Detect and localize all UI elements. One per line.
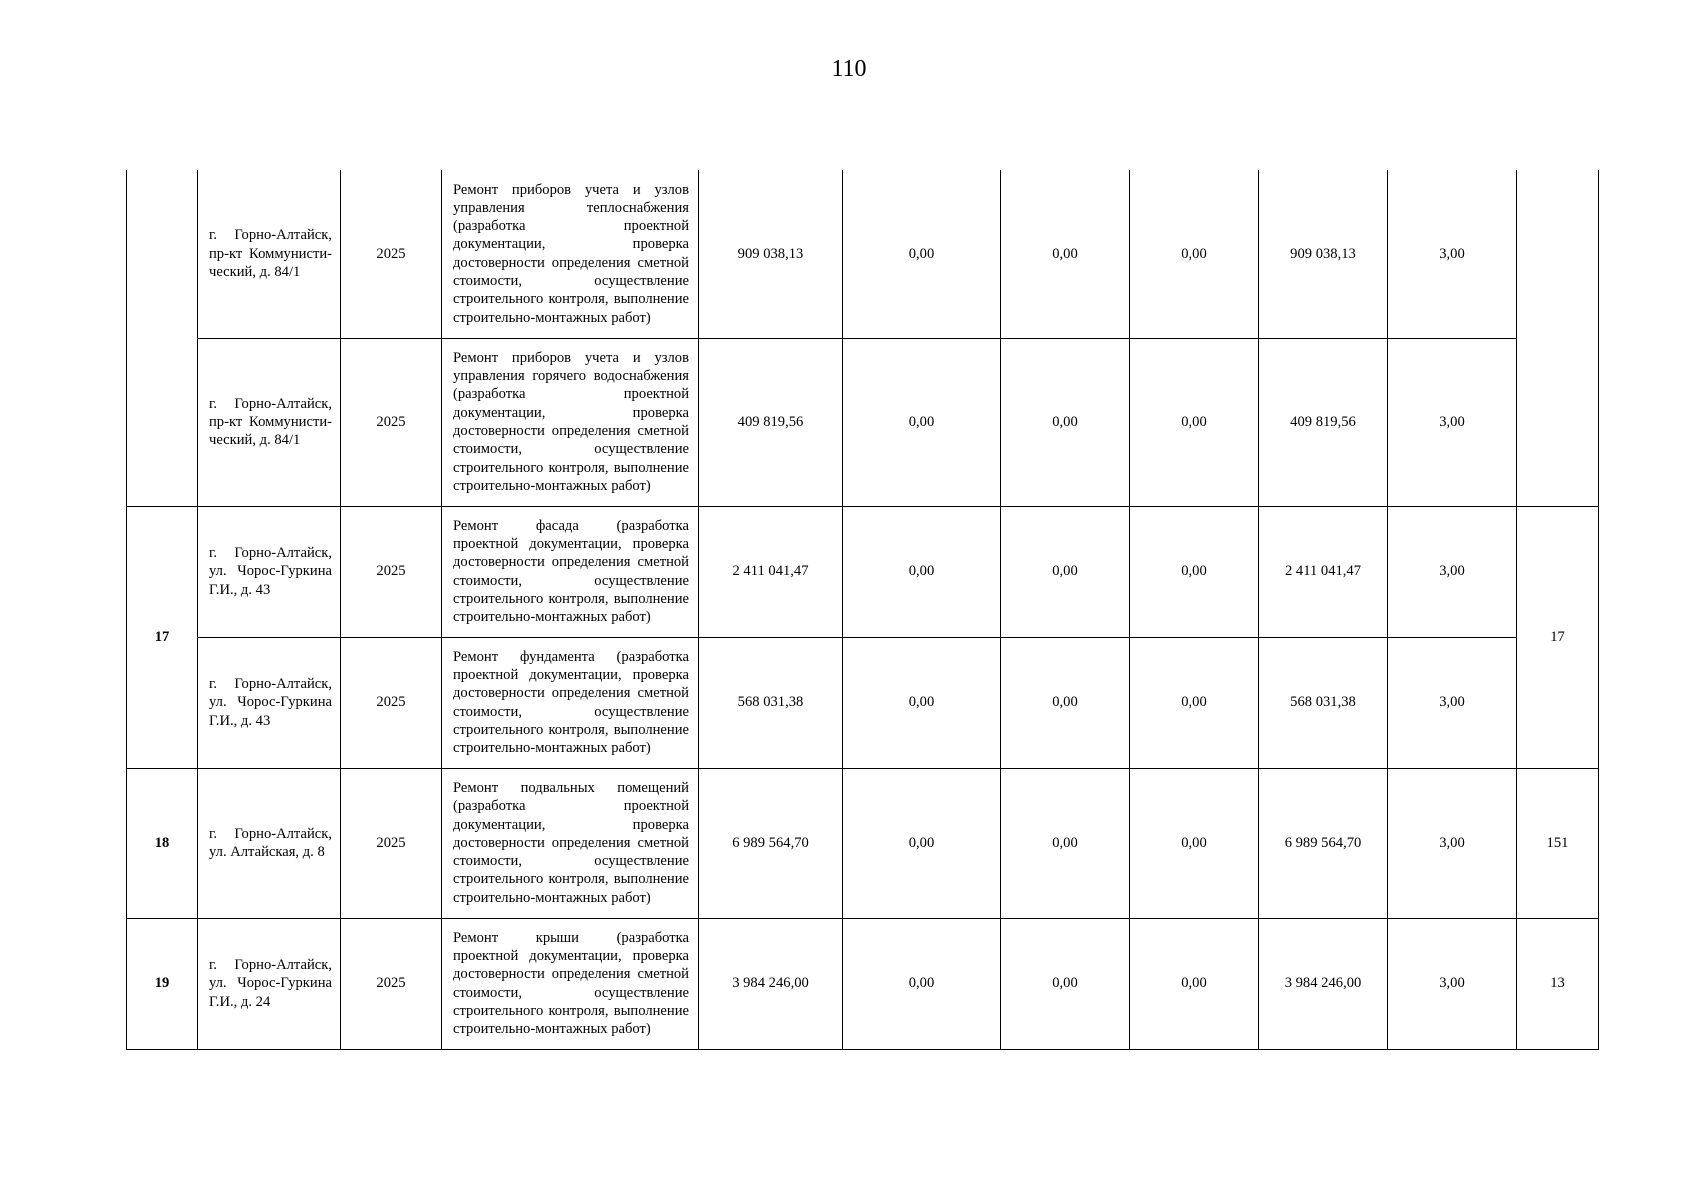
last-column-cell: 17 <box>1517 506 1599 768</box>
year-cell: 2025 <box>341 338 442 506</box>
value-cell: 0,00 <box>1001 768 1130 918</box>
total-cost-cell: 409 819,56 <box>699 338 843 506</box>
value-cell: 0,00 <box>1130 170 1259 338</box>
row-number-cell: 17 <box>127 506 198 768</box>
table-row <box>127 506 1599 637</box>
last-column-cell: 13 <box>1517 918 1599 1049</box>
table-row <box>127 170 1599 338</box>
fund-cost-cell: 6 989 564,70 <box>1259 768 1388 918</box>
row-number-cell <box>127 170 198 506</box>
fund-cost-cell: 2 411 041,47 <box>1259 506 1388 637</box>
value-cell: 0,00 <box>843 506 1001 637</box>
work-description-cell: Ремонт приборов учета и узлов управления горячего водоснабжения (разработка проектной документации, проверка достоверности определения сметной стоимости, осуществление строительного контроля, выполнение строительно-монтажных работ) <box>442 338 699 506</box>
work-description-cell: Ремонт фундамента (разработка проектной документации, проверка достоверности определения сметной стоимости, осуществление строительного контроля, выполнение строительно-монтажных работ) <box>442 637 699 768</box>
value-cell: 0,00 <box>1001 338 1130 506</box>
rate-cell: 3,00 <box>1388 506 1517 637</box>
rate-cell: 3,00 <box>1388 338 1517 506</box>
value-cell: 0,00 <box>1130 768 1259 918</box>
fund-cost-cell: 3 984 246,00 <box>1259 918 1388 1049</box>
table-row <box>127 637 1599 768</box>
total-cost-cell: 6 989 564,70 <box>699 768 843 918</box>
row-number-cell: 19 <box>127 918 198 1049</box>
year-cell: 2025 <box>341 918 442 1049</box>
value-cell: 0,00 <box>843 170 1001 338</box>
address-cell: г. Горно-Алтайск, ул. Алтайская, д. 8 <box>198 768 341 918</box>
work-description-cell: Ремонт фасада (разработка проектной документации, проверка достоверности определения сметной стоимости, осуществление строительного контроля, выполнение строительно-монтажных работ) <box>442 506 699 637</box>
value-cell: 0,00 <box>843 338 1001 506</box>
year-cell: 2025 <box>341 170 442 338</box>
rate-cell: 3,00 <box>1388 637 1517 768</box>
value-cell: 0,00 <box>1001 506 1130 637</box>
work-description-cell: Ремонт крыши (разработка проектной документации, проверка достоверности определения сметной стоимости, осуществление строительного контроля, выполнение строительно-монтажных работ) <box>442 918 699 1049</box>
last-column-cell: 151 <box>1517 768 1599 918</box>
last-column-cell <box>1517 170 1599 506</box>
total-cost-cell: 909 038,13 <box>699 170 843 338</box>
rate-cell: 3,00 <box>1388 170 1517 338</box>
address-cell: г. Горно-Алтайск, ул. Чорос-Гуркина Г.И., д. 43 <box>198 637 341 768</box>
total-cost-cell: 568 031,38 <box>699 637 843 768</box>
value-cell: 0,00 <box>843 768 1001 918</box>
work-description-cell: Ремонт приборов учета и узлов управления теплоснабжения (разработка проектной документации, проверка достоверности определения сметной стоимости, осуществление строительного контроля, выполнение строительно-монтажных работ) <box>442 170 699 338</box>
page-number: 110 <box>831 56 867 82</box>
work-description-cell: Ремонт подвальных помещений (разработка проектной документации, проверка достоверности определения сметной стоимости, осуществление строительного контроля, выполнение строительно-монтажных работ) <box>442 768 699 918</box>
total-cost-cell: 3 984 246,00 <box>699 918 843 1049</box>
value-cell: 0,00 <box>1130 506 1259 637</box>
value-cell: 0,00 <box>1130 637 1259 768</box>
value-cell: 0,00 <box>1001 918 1130 1049</box>
address-cell: г. Горно-Алтайск, ул. Чорос-Гуркина Г.И., д. 24 <box>198 918 341 1049</box>
rate-cell: 3,00 <box>1388 918 1517 1049</box>
fund-cost-cell: 909 038,13 <box>1259 170 1388 338</box>
value-cell: 0,00 <box>1130 338 1259 506</box>
table-row <box>127 768 1599 918</box>
table-row <box>127 918 1599 1049</box>
year-cell: 2025 <box>341 637 442 768</box>
table-row <box>127 338 1599 506</box>
address-cell: г. Горно-Алтайск, пр-кт Коммунисти-ческий, д. 84/1 <box>198 170 341 338</box>
value-cell: 0,00 <box>1130 918 1259 1049</box>
fund-cost-cell: 568 031,38 <box>1259 637 1388 768</box>
rate-cell: 3,00 <box>1388 768 1517 918</box>
address-cell: г. Горно-Алтайск, пр-кт Коммунисти-ческий, д. 84/1 <box>198 338 341 506</box>
value-cell: 0,00 <box>1001 637 1130 768</box>
value-cell: 0,00 <box>843 918 1001 1049</box>
repair-plan-table <box>126 170 1599 1050</box>
fund-cost-cell: 409 819,56 <box>1259 338 1388 506</box>
year-cell: 2025 <box>341 768 442 918</box>
address-cell: г. Горно-Алтайск, ул. Чорос-Гуркина Г.И., д. 43 <box>198 506 341 637</box>
value-cell: 0,00 <box>843 637 1001 768</box>
total-cost-cell: 2 411 041,47 <box>699 506 843 637</box>
year-cell: 2025 <box>341 506 442 637</box>
value-cell: 0,00 <box>1001 170 1130 338</box>
row-number-cell: 18 <box>127 768 198 918</box>
